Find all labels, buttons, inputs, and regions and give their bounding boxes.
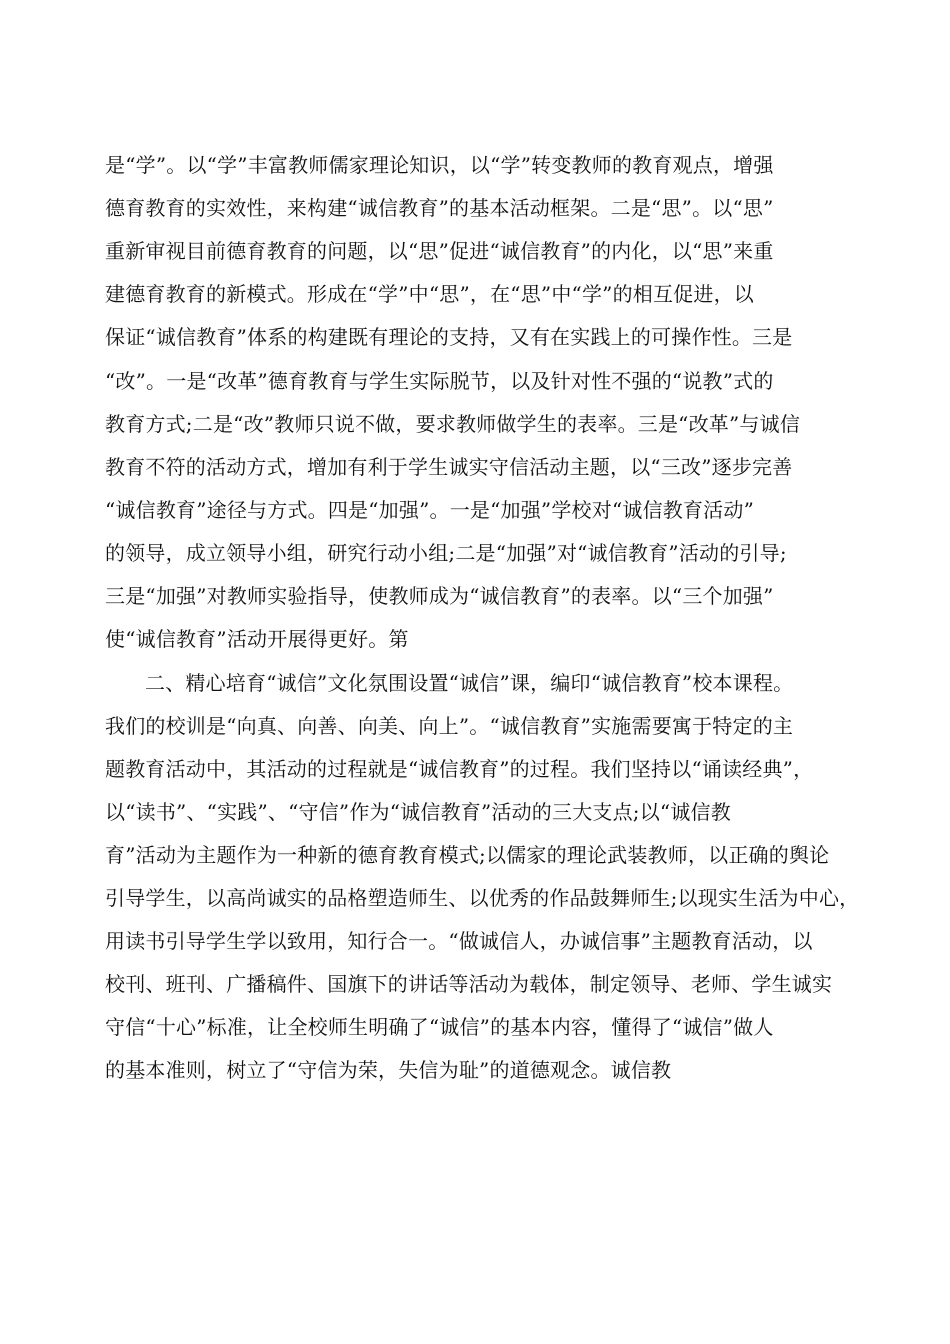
paragraph-line: 二、精心培育“诚信”文化氛围设置“诚信”课，编印“诚信教育”校本课程。	[145, 671, 794, 695]
paragraph-line: 的领导，成立领导小组，研究行动小组;二是“加强”对“诚信教育”活动的引导;	[105, 541, 787, 565]
paragraph-line: “诚信教育”途径与方式。四是“加强”。一是“加强”学校对“诚信教育活动”	[105, 498, 754, 522]
paragraph-line: 重新审视目前德育教育的问题，以“思”促进“诚信教育”的内化，以“思”来重	[105, 239, 774, 263]
paragraph-line: 教育不符的活动方式，增加有利于学生诚实守信活动主题，以“三改”逐步完善	[105, 455, 793, 479]
paragraph-line: 三是“加强”对教师实验指导，使教师成为“诚信教育”的表率。以“三个加强”	[105, 584, 774, 608]
paragraph-line: 德育教育的实效性，来构建“诚信教育”的基本活动框架。二是“思”。以“思”	[105, 196, 774, 220]
paragraph-line: 引导学生，以高尚诚实的品格塑造师生、以优秀的作品鼓舞师生;以现实生活为中心，	[105, 886, 860, 910]
paragraph-line: 保证“诚信教育”体系的构建既有理论的支持，又有在实践上的可操作性。三是	[105, 325, 793, 349]
paragraph-line: 守信“十心”标准，让全校师生明确了“诚信”的基本内容，懂得了“诚信”做人	[105, 1015, 774, 1039]
paragraph-line: 建德育教育的新模式。形成在“学”中“思”，在“思”中“学”的相互促进，以	[105, 282, 754, 306]
paragraph-line: 教育方式;二是“改”教师只说不做，要求教师做学生的表率。三是“改革”与诚信	[105, 412, 801, 436]
paragraph-line: 我们的校训是“向真、向善、向美、向上”。“诚信教育”实施需要寓于特定的主	[105, 714, 794, 738]
paragraph-line: 以“读书”、“实践”、“守信”作为“诚信教育”活动的三大支点;以“诚信教	[105, 800, 731, 824]
paragraph-line: 题教育活动中，其活动的过程就是“诚信教育”的过程。我们坚持以“诵读经典”，	[105, 757, 814, 781]
paragraph-line: 使“诚信教育”活动开展得更好。第	[105, 627, 409, 651]
paragraph-line: 是“学”。以“学”丰富教师儒家理论知识，以“学”转变教师的教育观点，增强	[105, 153, 774, 177]
paragraph-line: 的基本准则，树立了“守信为荣，失信为耻”的道德观念。诚信教	[105, 1058, 672, 1082]
paragraph-line: 育”活动为主题作为一种新的德育教育模式;以儒家的理论武装教师，以正确的舆论	[105, 843, 830, 867]
paragraph-line: 校刊、班刊、广播稿件、国旗下的讲话等活动为载体，制定领导、老师、学生诚实	[105, 972, 833, 996]
paragraph-line: 用读书引导学生学以致用，知行合一。“做诚信人，办诚信事”主题教育活动，以	[105, 929, 813, 953]
paragraph-line: “改”。一是“改革”德育教育与学生实际脱节，以及针对性不强的“说教”式的	[105, 369, 774, 393]
